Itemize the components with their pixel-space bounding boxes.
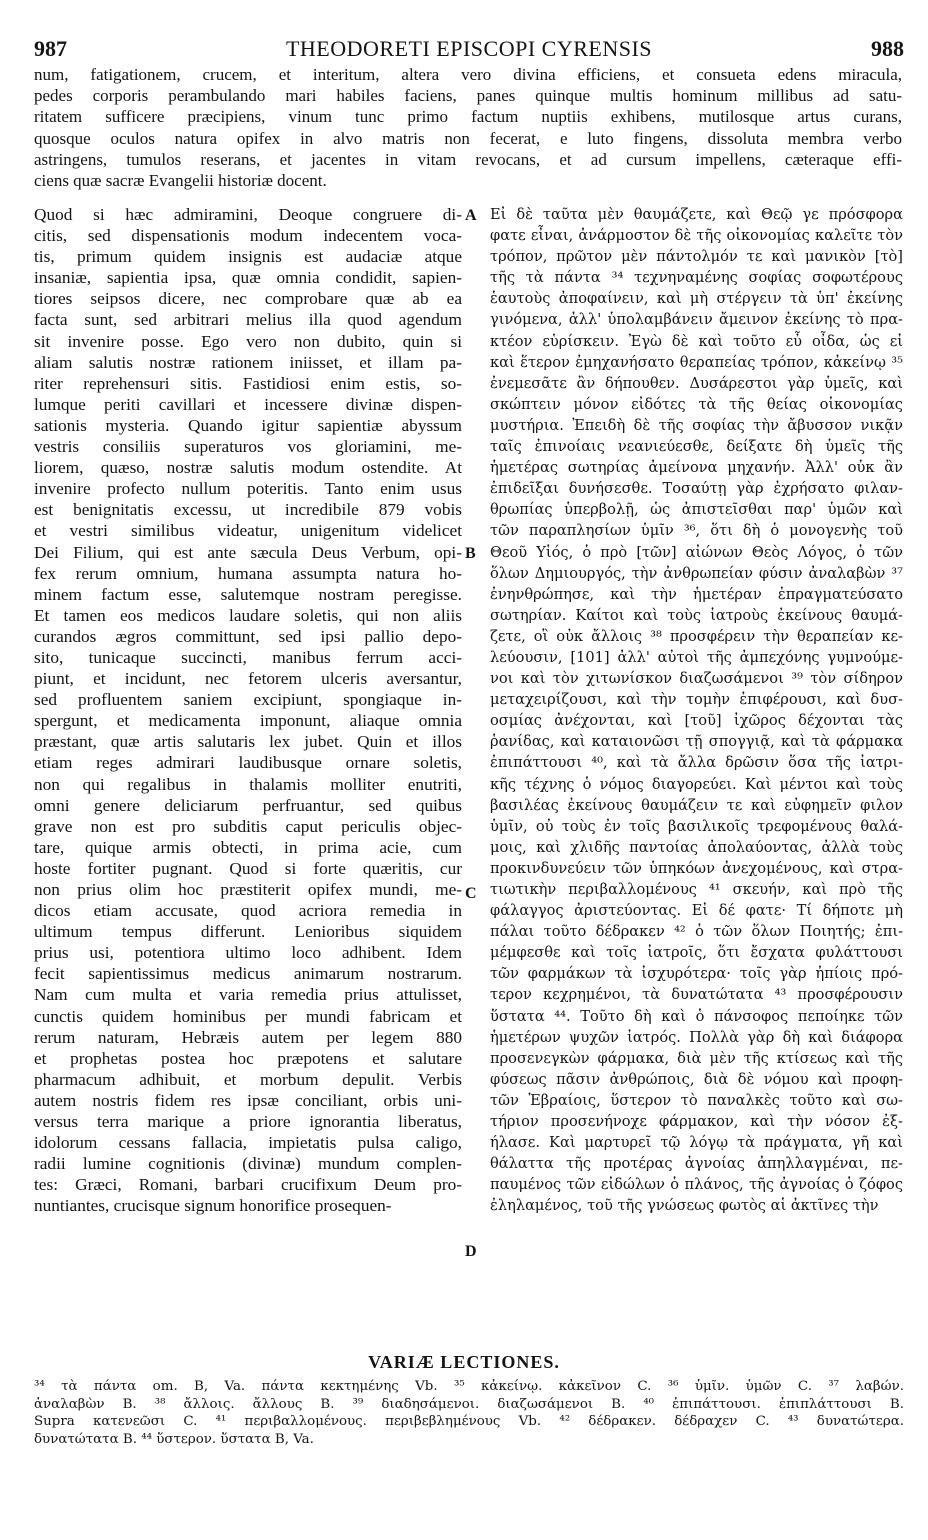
- latin-text-line: spergunt, et medicamenta imponunt, aliaque omnia: [34, 711, 462, 731]
- greek-text-line: τῆς τὰ πάντα ³⁴ τεχνηναμένης σοφίας σοφωτέρους: [490, 269, 903, 287]
- latin-text-line: autem nostris fidem res ipsæ conciliant, orbis uni-: [34, 1090, 462, 1110]
- latin-text-line: sed profluentem saniem excipiunt, spongiaque in-: [34, 690, 462, 710]
- greek-text-line: θάλαττα τῆς προτέρας ἀγνοίας ἀπηλλαγμέναι, πε-: [490, 1155, 903, 1173]
- full-width-latin-paragraph: [34, 64, 902, 191]
- latin-text-line: et prophetas postea hoc præpotens et salutare: [34, 1048, 462, 1068]
- greek-text-line: τῶν Ἑβραίοις, ὕστερον τὸ παναλκὲς τοῦτο καὶ σω-: [490, 1091, 903, 1109]
- latin-text-line: pharmacum adhibuit, et morbum depulit. Verbis: [34, 1069, 462, 1089]
- latin-text-line: fecit sapientissimus medicus animarum nostrarum.: [34, 964, 462, 984]
- greek-text-line: ὑμῖν, οὐ τοὺς ἐν τοῖς βασιλικοῖς τρεφομένους θαλά-: [490, 817, 903, 835]
- latin-text-line: tes: Græci, Romani, barbari crucifixum Deum pro-: [34, 1175, 462, 1195]
- greek-text-line: ὕστατα ⁴⁴. Τοῦτο δὴ καὶ ὁ πάνσοφος πεποίηκε τῶν: [490, 1007, 903, 1025]
- latin-text-line: lumque periti cavillari et incessere divinæ dispen-: [34, 394, 462, 414]
- greek-text-line: μέμφεσθε καὶ τοῖς ἰατροῖς, ὅτι ἔσχατα φυλάττουσι: [490, 944, 903, 962]
- greek-text-line: ταῖς ἐπινοίαις νεανιεύεσθε, δείξατε δὴ ὑμεῖς τῆς: [490, 438, 903, 456]
- latin-text-line: tis, primum quidem insignis est audaciæ atque: [34, 247, 462, 267]
- greek-text-line: ὅλων Δημιουργός, τὴν ἀνθρωπείαν φύσιν ἀναλαβὼν ³⁷: [490, 564, 903, 582]
- greek-text-line: φάλαγγος ἀριστεύοντας. Εἰ δέ φατε· Τί δήποτε μὴ: [490, 902, 903, 920]
- latin-text-line: dicos etiam accusate, quod acriora remedia in: [34, 901, 462, 921]
- text-line: quosque oculos natura opifex in alvo matris non fecerat, e luto fingens, dissoluta membra verbo: [34, 128, 902, 148]
- latin-text-line: aliam salutis nostræ rationem iniisset, et illam pa-: [34, 352, 462, 372]
- latin-text-line: nuntiantes, crucisque signum honorifice prosequen-: [34, 1196, 392, 1216]
- running-title: THEODORETI EPISCOPI CYRENSIS: [285, 36, 653, 61]
- greek-text-line: φύσεως πᾶσιν ἀνθρώποις, διὰ δὲ νόμου καὶ προφη-: [490, 1070, 903, 1088]
- latin-text-line: piunt, et incidunt, nec fetorem ulceris aversantur,: [34, 669, 462, 689]
- latin-text-line: etiam reges admirari laudibusque ornare soletis,: [34, 753, 462, 773]
- margin-marker-a: A: [465, 207, 477, 224]
- running-header: [34, 36, 904, 62]
- greek-text-line: ἐνεμεσᾶτε ἂν δήπουθεν. Δυσάρεστοι γὰρ ὑμεῖς, καὶ: [490, 374, 903, 392]
- greek-text-line: προκινδυνεύειν τῶν ὑπηκόων ἀνεχομένους, καὶ στρα-: [490, 859, 903, 877]
- latin-text-line: Nam cum multa et varia remedia prius attulisset,: [34, 985, 462, 1005]
- text-line: ciens quæ sacræ Evangelii historiæ docent.: [34, 170, 327, 190]
- greek-text-line: καὶ ἕτερον ἐμηχανήσατο θεραπείας τρόπον, κἀκείνῳ ³⁵: [490, 353, 903, 371]
- greek-text-line: παυμένος τῶν εἰδώλων ὁ πλάνος, τῆς ἀγνοίας ὁ ζόφος: [490, 1176, 903, 1194]
- latin-text-line: facta sunt, sed arbitrari melius illa quod agendum: [34, 310, 462, 330]
- greek-text-line: τήριον προσενήνοχε φάρμακον, καὶ τὴν νόσον ἐξ-: [490, 1113, 903, 1131]
- greek-text-line: γινόμενα, ἀλλ' ὑπολαμβάνειν ἄμεινον ἐκείνης τὸ πρα-: [490, 311, 903, 329]
- greek-text-line: νοι καὶ τὸν χιτωνίσκον διαζωσάμενοι ³⁹ τὸν σίδηρον: [490, 670, 903, 688]
- greek-text-line: οσμίας ἀνέχονται, καὶ [τοῦ] ἰχῶρος δέχονται τὰς: [490, 712, 903, 730]
- latin-text-line: citis, sed dispensationis modum indecentem voca-: [34, 226, 462, 246]
- greek-text-line: τρόπον, πρῶτον μὲν πάντολμόν τε καὶ μανικὸν [τὸ]: [490, 248, 903, 266]
- variant-note-line: δυνατώτατα B. ⁴⁴ ὕστερον. ὕστατα B, Va.: [34, 1431, 314, 1447]
- greek-text-line: ἡμετέρων ψυχῶν ἰατρός. Πολλὰ γὰρ δὴ καὶ διάφορα: [490, 1028, 903, 1046]
- greek-text-line: ῥανίδας, καὶ καταιονῶσι τῇ σπογγιᾷ, καὶ τὰ φάρμακα: [490, 733, 903, 751]
- margin-marker-c: C: [465, 885, 477, 902]
- latin-text-line: tiores seipsos dicere, nec comprobare quæ ab ea: [34, 289, 462, 309]
- text-line: astringens, tumulos reserans, et jacentes in vitam revocans, et ad cursum impellens, cæteraque effi-: [34, 149, 902, 169]
- variae-lectiones-notes: [34, 1378, 904, 1448]
- margin-marker-b: B: [465, 545, 476, 562]
- latin-text-line: ultimum tempus differunt. Lenioribus siquidem: [34, 922, 462, 942]
- latin-text-line: sito, tunicaque succincti, manibus ferrum acci-: [34, 647, 462, 667]
- text-line: pedes corporis perambulando mari habiles faciens, panes quinque multis hominum millibus ad satu-: [34, 86, 902, 106]
- greek-text-line: μοις, καὶ χλιδῆς παντοίας ἀπολαύοντας, ἀλλὰ τοὺς: [490, 838, 903, 856]
- latin-text-line: præstant, quæ artis salutaris lex jubet. Quin et illos: [34, 732, 462, 752]
- greek-text-line: μεταχειρίζουσι, καὶ τὴν τομὴν ἐπιφέρουσι, καὶ δυσ-: [490, 691, 903, 709]
- latin-column: [34, 204, 462, 1217]
- greek-text-line: Θεοῦ Υἱός, ὁ πρὸ [τῶν] αἰώνων Θεὸς Λόγος, ὁ τῶν: [490, 543, 903, 561]
- latin-text-line: est benignitatis excessu, ut incredibile 879 vobis: [34, 500, 462, 520]
- greek-text-line: βασιλέας ἐκείνους θαυμάζειν τε καὶ εὐφημεῖν φιλον: [490, 796, 903, 814]
- latin-text-line: vestris consiliis superaturos vos gloriamini, me-: [34, 437, 462, 457]
- greek-text-line: σωτηρίαν. Καίτοι καὶ τοὺς ἰατροὺς ἐκείνους θαυμά-: [490, 606, 903, 624]
- latin-text-line: invenire profecto nullum poteritis. Tanto enim usus: [34, 479, 462, 499]
- greek-text-line: ήλασε. Καὶ μαρτυρεῖ τῷ λόγῳ τὰ πράγματα, γῆ καὶ: [490, 1134, 903, 1152]
- latin-text-line: hoste fortiter pugnant. Quod si forte quæritis, cur: [34, 858, 462, 878]
- greek-text-line: ἐπιδεῖξαι δυνήσεσθε. Τοσαύτῃ γὰρ ἐχρήσατο φιλαν-: [490, 480, 903, 498]
- variant-note-line: ἀναλαβὼν B. ³⁸ ἄλλοις. ἄλλους B. ³⁹ διαδησάμενοι. διαζωσάμενοι B. ⁴⁰ ἐπιπάττουσι. ἐπιπλάττουσι B.: [34, 1396, 904, 1412]
- greek-text-line: ἐπιπάττουσι ⁴⁰, καὶ τὰ ἄλλα δρῶσιν ὅσα τῆς ἰατρι-: [490, 754, 903, 772]
- latin-text-line: omni genere deliciarum perfruantur, sed quibus: [34, 795, 462, 815]
- variant-note-line: ³⁴ τὰ πάντα om. B, Va. πάντα κεκτημένης Vb. ³⁵ κἀκείνῳ. κἀκεῖνον C. ³⁶ ὑμῖν. ὑμῶν C. ³⁷ λαβών.: [34, 1379, 904, 1394]
- greek-text-line: προσενεγκὼν φάρμακα, διὰ μὲν τῆς κτίσεως καὶ τῆς: [490, 1049, 903, 1067]
- greek-text-line: θρωπίας ὑπερβολῇ, ὡς ἀπιστεῖσθαι παρ' ὑμῶν καὶ: [490, 501, 903, 519]
- latin-text-line: Et tamen eos medicos laudare soletis, qui non aliis: [34, 605, 462, 625]
- latin-text-line: curandos ægros committunt, sed ipsi pallio depo-: [34, 626, 462, 646]
- text-line: num, fatigationem, crucem, et interitum, altera vero divina efficiens, et consueta edens miracula,: [34, 65, 902, 84]
- greek-text-line: τῶν φαρμάκων τὰ ἰσχυρότερα· τοῖς γὰρ ἠπίοις πρό-: [490, 965, 903, 983]
- greek-text-line: τερον κεχρημένοι, τὰ δυνατώτατα ⁴³ προσφέρουσιν: [490, 986, 903, 1004]
- latin-text-line: sationis mysteria. Quando igitur sapientiæ abyssum: [34, 415, 462, 435]
- greek-text-line: φατε εἶναι, ἀνάρμοστον δὲ τῆς οἰκονομίας καλεῖτε τὸν: [490, 227, 903, 245]
- latin-text-line: et vestri similibus videatur, unigenitum videlicet: [34, 521, 462, 541]
- latin-text-line: sit invenire posse. Ego vero non dubito, quin si: [34, 331, 462, 351]
- greek-text-line: πάλαι τοῦτο δέδρακεν ⁴² ὁ τῶν ὅλων Ποιητής; ἐπι-: [490, 923, 903, 941]
- latin-text-line: idolorum cessans fallacia, impietatis pulsa caligo,: [34, 1133, 462, 1153]
- latin-text-line: Dei Filium, qui est ante sæcula Deus Verbum, opi-: [34, 542, 462, 562]
- variant-note-line: Supra κατενεῶσι C. ⁴¹ περιβαλλομένους. περιβεβλημένους Vb. ⁴² δέδρακεν. δέδραχεν C. ⁴³ δυνατώτερα.: [34, 1414, 904, 1429]
- latin-text-line: prius usi, potentiora ultimo loco adhibent. Idem: [34, 943, 462, 963]
- greek-text-line: τῶν παραπλησίων ὑμῖν ³⁶, ὅτι δὴ ὁ μονογενὴς τοῦ: [490, 522, 903, 540]
- latin-text-line: liorem, quæso, nostræ salutis modum ostendite. At: [34, 458, 462, 478]
- latin-text-line: cunctis quidem hominibus per mundi fabricam et: [34, 1006, 462, 1026]
- greek-text-line: ζετε, οἳ οὐκ ἄλλοις ³⁸ προσφέρειν τὴν θεραπείαν κε-: [490, 627, 903, 645]
- greek-text-line: λεύουσιν, [101] ἀλλ' αὐτοὶ τῆς ἀμπεχόνης γυμνούμε-: [490, 648, 903, 666]
- greek-text-line: ἐληλαμένος, τοῦ τῆς γνώσεως φωτὸς αἱ ἀκτῖνες τὴν: [490, 1197, 879, 1215]
- latin-text-line: Quod si hæc admiramini, Deoque congruere di-: [34, 205, 462, 224]
- latin-text-line: rerum naturam, Hebræis autem per legem 880: [34, 1027, 462, 1047]
- latin-text-line: minem factum esse, salutemque nostram peregisse.: [34, 584, 462, 604]
- latin-text-line: versus terra marique a priore ignorantia liberatus,: [34, 1112, 462, 1132]
- text-line: ritatem sufficere præcipiens, vinum tunc primo factum nuptiis exhibens, mutilosque artus curans,: [34, 107, 902, 127]
- latin-text-line: non qui regalibus in thalamis molliter enutriti,: [34, 774, 462, 794]
- greek-text-line: σκώπτειν μόνον εἰδότες τὰ τῆς θείας οἰκονομίας: [490, 395, 903, 413]
- latin-text-line: insaniæ, sapientia ipsa, quæ omnia condidit, sapien-: [34, 268, 462, 288]
- greek-text-line: μυστήρια. Ἐπειδὴ δὲ τῆς σοφίας τὴν ἄβυσσον νικᾷν: [490, 416, 903, 434]
- latin-text-line: radii lumine cognitionis (divinæ) mundum complen-: [34, 1154, 462, 1174]
- greek-column: [490, 204, 903, 1217]
- latin-text-line: riter reprehensuri sitis. Fastidiosi enim estis, so-: [34, 373, 462, 393]
- greek-text-line: ἐνηνθρώπησε, καὶ τὴν ἡμετέραν ἐπραγματεύσατο: [490, 585, 903, 603]
- greek-text-line: κῆς τέχνης ὁ νόμος διαγορεύει. Καὶ μέντοι καὶ τοὺς: [490, 775, 903, 793]
- page-number-right: 988: [871, 36, 904, 61]
- latin-text-line: fex rerum omnium, humana assumpta natura ho-: [34, 563, 462, 583]
- page-number-left: 987: [34, 36, 67, 61]
- greek-text-line: κτέον εὑρίσκειν. Ἐγὼ δὲ καὶ τοῦτο εὖ οἶδα, ὡς εἰ: [490, 332, 903, 350]
- greek-text-line: Εἰ δὲ ταῦτα μὲν θαυμάζετε, καὶ Θεῷ γε πρόσφορα: [490, 206, 903, 223]
- variae-lectiones-heading: VARIÆ LECTIONES.: [368, 1352, 560, 1372]
- greek-text-line: ἡμετέρας σωτηρίας ἀμείνονα μηχανήν. Ἀλλ' οὐκ ἂν: [490, 459, 903, 477]
- latin-text-line: non prius olim hoc præstiterit opifex mundi, me-: [34, 880, 462, 899]
- greek-text-line: ἑαυτοὺς ἀποφαίνειν, καὶ μὴ στέργειν τὰ ὑπ' ἐκείνης: [490, 290, 903, 308]
- greek-text-line: τιωτικὴν περιβαλλομένους ⁴¹ σκευήν, καὶ πρὸ τῆς: [490, 881, 903, 898]
- margin-marker-d: D: [465, 1243, 477, 1260]
- latin-text-line: tare, quique armis obtecti, in prima acie, cum: [34, 837, 462, 857]
- latin-text-line: grave non est pro subditis caput periculis objec-: [34, 816, 462, 836]
